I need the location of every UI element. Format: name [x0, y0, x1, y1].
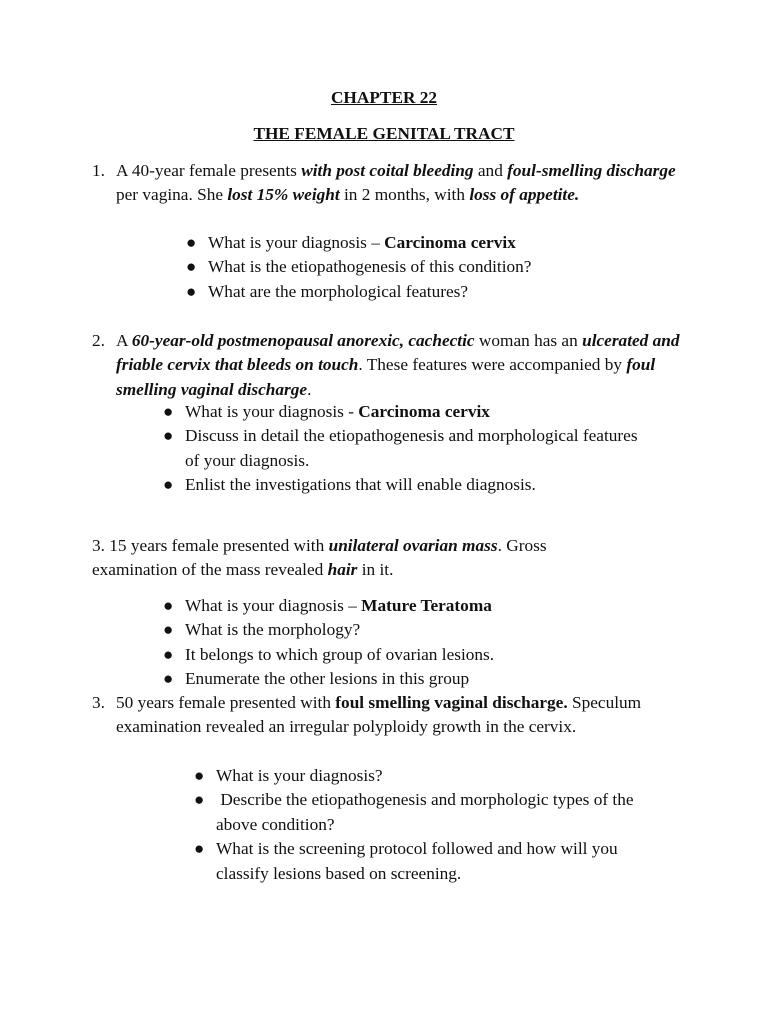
- question-1-bullets: [186, 231, 606, 304]
- list-item: [186, 231, 606, 255]
- bullet-icon: ●: [163, 620, 174, 640]
- emphasis: foul-smelling discharge: [507, 161, 676, 180]
- text-run: . Gross examination of the mass revealed: [92, 536, 547, 580]
- chapter-heading: CHAPTER 22: [330, 88, 438, 107]
- list-item: [163, 594, 643, 618]
- bullet-icon: ●: [163, 644, 174, 664]
- question-2: [92, 329, 682, 402]
- text-run: A 40-year female presents: [116, 161, 302, 180]
- text-run: Speculum examination revealed an irregular polyploidy growth in the cervix.: [116, 693, 642, 737]
- emphasis: lost 15% weight: [227, 185, 340, 205]
- emphasis: with post coital bleeding: [301, 161, 474, 180]
- bullet-text: Enlist the investigations that will enable diagnosis.: [185, 475, 536, 495]
- bullet-text: What is the screening protocol followed and how will you classify lesions based on screening.: [216, 839, 618, 883]
- bullet-icon: ●: [194, 766, 205, 785]
- chapter-title: THE FEMALE GENITAL TRACT: [253, 124, 515, 143]
- text-run: and: [473, 161, 508, 180]
- question-4: [92, 691, 682, 740]
- text-run: 3. 15 years female presented with: [92, 536, 329, 555]
- text-run: in it.: [357, 560, 394, 580]
- list-item: [194, 764, 674, 788]
- emphasis: foul smelling vaginal discharge.: [335, 693, 568, 712]
- bullet-icon: ●: [194, 839, 205, 859]
- question-3-bullets: [163, 594, 643, 692]
- answer-text: Carcinoma cervix: [384, 233, 516, 252]
- list-item: [163, 618, 643, 642]
- bullet-icon: ●: [186, 233, 197, 252]
- question-number: 3.: [92, 693, 105, 712]
- list-item: [163, 400, 643, 424]
- list-item: [194, 837, 674, 886]
- bullet-text: What is the morphology?: [185, 620, 361, 640]
- bullet-text: What is your diagnosis –: [208, 233, 385, 252]
- text-run: in 2 months, with: [339, 185, 470, 205]
- bullet-icon: ●: [163, 669, 174, 689]
- list-item: [163, 643, 643, 667]
- question-number: 2.: [92, 331, 105, 350]
- bullet-text: It belongs to which group of ovarian lesions.: [185, 644, 495, 664]
- bullet-text: What is your diagnosis?: [216, 766, 383, 785]
- bullet-text: What is the etiopathogenesis of this condition?: [208, 257, 532, 277]
- bullet-text: What is your diagnosis -: [185, 402, 359, 421]
- question-1: [92, 159, 682, 208]
- emphasis: unilateral ovarian mass: [328, 536, 498, 555]
- bullet-icon: ●: [163, 596, 174, 615]
- answer-text: Mature Teratoma: [361, 596, 492, 615]
- text-run: 50 years female presented with: [116, 693, 336, 712]
- bullet-icon: ●: [194, 790, 205, 810]
- question-text: [116, 329, 681, 402]
- question-text: [116, 159, 676, 208]
- question-4-bullets: [194, 764, 674, 886]
- bullet-icon: ●: [163, 426, 174, 446]
- text-run: A: [116, 331, 132, 350]
- bullet-icon: ●: [186, 281, 197, 301]
- emphasis: ulcerated and friable cervix that bleeds on touch: [116, 331, 680, 375]
- list-item: [186, 255, 606, 279]
- emphasis: hair: [327, 560, 358, 580]
- question-text: [92, 534, 622, 583]
- bullet-icon: ●: [163, 475, 174, 495]
- list-item: [163, 424, 643, 473]
- emphasis: loss of appetite.: [469, 185, 580, 205]
- emphasis: 60-year-old postmenopausal anorexic, cachectic: [131, 331, 475, 350]
- text-run: .: [307, 379, 312, 399]
- list-item: [186, 280, 606, 304]
- question-number: 1.: [92, 161, 105, 180]
- list-item: [163, 667, 643, 691]
- bullet-text: Enumerate the other lesions in this group: [185, 669, 470, 689]
- list-item: [163, 473, 643, 497]
- bullet-text: Discuss in detail the etiopathogenesis and morphological features of your diagnosis.: [185, 426, 638, 470]
- emphasis: foul smelling vaginal discharge: [116, 355, 656, 399]
- bullet-text: What are the morphological features?: [208, 281, 469, 301]
- text-run: woman has an: [474, 331, 583, 350]
- answer-text: Carcinoma cervix: [358, 402, 490, 421]
- question-text: [116, 691, 671, 740]
- bullet-icon: ●: [163, 402, 174, 421]
- bullet-icon: ●: [186, 257, 197, 277]
- bullet-text: Describe the etiopathogenesis and morphologic types of the above condition?: [216, 790, 638, 834]
- text-run: per vagina. She: [116, 185, 228, 205]
- list-item: [194, 788, 674, 837]
- bullet-text: What is your diagnosis –: [185, 596, 362, 615]
- text-run: . These features were accompanied by: [358, 355, 627, 375]
- question-3: [92, 534, 622, 583]
- question-2-bullets: [163, 400, 643, 498]
